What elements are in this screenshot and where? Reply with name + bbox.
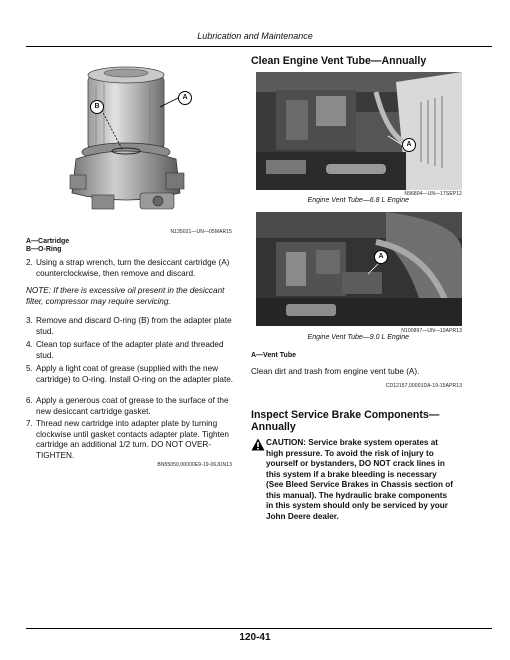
engine-photo-9-0-graphic (256, 212, 462, 326)
heading-inspect-brakes-line2: Annually (251, 421, 296, 433)
running-header: Lubrication and Maintenance (197, 31, 313, 41)
figure-id: N135021—UN—05MAR15 (170, 229, 232, 235)
step-4 (26, 340, 236, 361)
cartridge-illustration (40, 55, 210, 225)
step-number: 7. (26, 419, 33, 428)
step-text: Remove and discard O-ring (B) from the adapter plate stud. (36, 316, 232, 336)
heading-clean-vent-tube: Clean Engine Vent Tube—Annually (251, 55, 427, 67)
callout-a-6-8: A (402, 138, 416, 152)
caution-line: (See Bleed Service Brakes in Chassis section of (266, 480, 454, 489)
caution-line: John Deere dealer. (266, 511, 339, 521)
cartridge-figure (40, 55, 210, 225)
note: NOTE: If there is excessive oil present in the desiccant filter, compressor may require servicing. (26, 286, 225, 306)
figure-id-6-8: N96804—UN—17SEP12 (404, 191, 462, 197)
step-text: Apply a generous coat of grease to the surface of the new desiccant cartridge gasket. (36, 396, 229, 416)
step-3 (26, 316, 236, 337)
step-number: 2. (26, 258, 33, 267)
callout-a: A (178, 91, 192, 105)
callout-b: B (90, 100, 104, 114)
step-7 (26, 419, 236, 461)
step-text: Using a strap wrench, turn the desiccant cartridge (A) counterclockwise, then remove and discard. (36, 258, 230, 278)
caution-line: this system if a brake bleeding is necessary (266, 469, 437, 479)
caution-line: this manual). The hydraulic brake components (266, 490, 448, 500)
legend-o-ring: B—O-Ring (26, 246, 62, 253)
page-number: 120-41 (239, 632, 271, 643)
figure-title-9-0: Engine Vent Tube—9.0 L Engine (307, 334, 409, 341)
step-number: 4. (26, 340, 33, 349)
step-number: 3. (26, 316, 33, 325)
vent-tube-instruction: Clean dirt and trash from engine vent tube (A). (251, 367, 420, 376)
engine-photo-6-8-graphic (256, 72, 462, 190)
footer-rule (26, 628, 492, 629)
step-text: Apply a light coat of grease (supplied with the new cartridge) to O-ring. Install O-ring on the adapter plate. (36, 364, 234, 384)
legend-cartridge: A—Cartridge (26, 238, 70, 245)
engine-photo-6-8 (256, 72, 462, 190)
step-5 (26, 364, 236, 385)
callout-a-9-0: A (374, 250, 388, 264)
step-6 (26, 396, 236, 417)
step-text: Thread new cartridge into adapter plate by turning clockwise until gasket contacts adapter plate. Tighten cartridge an additional 1/2 turn. DO NOT OVER-TIGHTEN. (36, 419, 229, 460)
heading-inspect-brakes-line1: Inspect Service Brake Components— (251, 409, 440, 421)
engine-photo-9-0 (256, 212, 462, 326)
section-id-right: CD12157,00001DA-19-15APR13 (385, 383, 462, 389)
caution-text (266, 438, 466, 522)
legend-vent-tube: A—Vent Tube (251, 352, 296, 359)
warning-icon (251, 438, 265, 452)
figure-title-6-8: Engine Vent Tube—6.8 L Engine (307, 197, 409, 204)
step-2 (26, 258, 236, 279)
step-number: 5. (26, 364, 33, 373)
header-rule (26, 46, 492, 47)
caution-line: CAUTION: Service brake system operates at (266, 438, 439, 447)
step-text: Clean top surface of the adapter plate and threaded stud. (36, 340, 224, 360)
caution-line: in this system should only be serviced by your (266, 501, 448, 510)
caution-line: high pressure. To avoid the risk of injury to (266, 448, 434, 458)
section-id-left: BN55050,00000E9-19-06JUN13 (157, 462, 232, 468)
step-number: 6. (26, 396, 33, 405)
caution-line: yourself or bystanders, DO NOT crack lines in (266, 459, 445, 468)
figure-id-9-0: N100897—UN—10APR13 (401, 328, 462, 334)
